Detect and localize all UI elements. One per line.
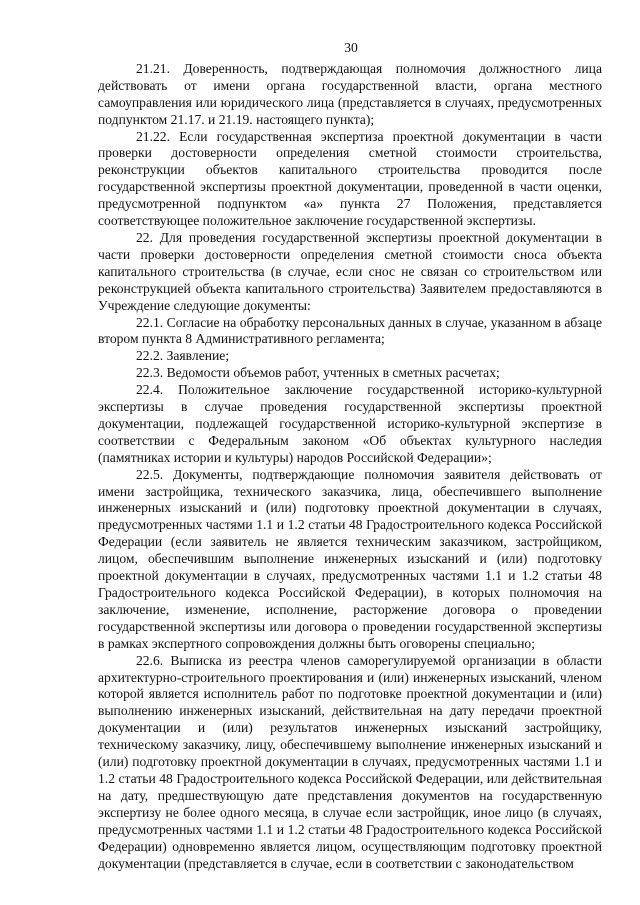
paragraph-22: 22. Для проведения государственной экспертизы проектной документации в части проверки достоверности определения сметной стоимости сноса объекта капитального строительства (в случае, если снос не связан со строительством или реконструкцией объекта капитального строительства) Заявителем предоставляются в Учреждение следующие документы: xyxy=(98,229,602,313)
document-page xyxy=(98,40,602,872)
paragraph-21-22: 21.22. Если государственная экспертиза проектной документации в части проверки достоверности определения сметной стоимости строительства, реконструкции объектов капитального строительства проводится после государственной экспертизы проектной документации, проведенной в части оценки, предусмотренной подпунктом «а» пункта 27 Положения, представляется соответствующее положительное заключение государственной экспертизы. xyxy=(98,128,602,229)
paragraph-21-21: 21.21. Доверенность, подтверждающая полномочия должностного лица действовать от имени органа государственной власти, органа местного самоуправления или юридического лица (представляется в случаях, предусмотренных подпунктом 21.17. и 21.19. настоящего пункта); xyxy=(98,60,602,127)
paragraph-22-4: 22.4. Положительное заключение государственной историко-культурной экспертизы в случае проведения государственной экспертизы проектной документации, подлежащей государственной историко-культурной экспертизе в соответствии с Федеральным законом «Об объектах культурного наследия (памятниках истории и культуры) народов Российской Федерации»; xyxy=(98,382,602,465)
paragraph-22-2: 22.2. Заявление; xyxy=(136,348,230,364)
paragraph-22-1: 22.1. Согласие на обработку персональных данных в случае, указанном в абзаце втором пункта 8 Административного регламента; xyxy=(98,314,602,347)
paragraph-22-5: 22.5. Документы, подтверждающие полномочия заявителя действовать от имени застройщика, технического заказчика, лица, обеспечившего выполнение инженерных изысканий и (или) подготовку проектной документации в случаях, предусмотренных частями 1.1 и 1.2 статьи 48 Градостроительного кодекса Российской Федерации (если заявитель не является техническим заказчиком, застройщиком, лицом, обеспечившим выполнение инженерных изысканий и (или) подготовку проектной документации в случаях, предусмотренных частями 1.1 и 1.2 статьи 48 Градостроительного кодекса Российской Федерации), в которых полномочия на заключение, изменение, исполнение, расторжение договора о проведении государственной экспертизы или договора о проведении государственной экспертизы в рамках экспертного сопровождения должны быть оговорены специально; xyxy=(98,466,602,651)
page-number: 30 xyxy=(344,40,358,55)
paragraph-22-6: 22.6. Выписка из реестра членов саморегулируемой организации в области архитектурно-строительного проектирования и (или) инженерных изысканий, членом которой является исполнитель работ по подготовке проектной документации и (или) выполнению инженерных изысканий, действительная на дату передачи проектной документации и (или) результатов инженерных изысканий застройщику, техническому заказчику, лицу, обеспечившему выполнение инженерных изысканий и (или) подготовку проектной документации в случаях, предусмотренных частями 1.1 и 1.2 статьи 48 Градостроительного кодекса Российской Федерации, или действительная на дату, предшествующую дате представления документов на государственную экспертизу не более одного месяца, в случае если застройщик, иное лицо (в случаях, предусмотренных частями 1.1 и 1.2 статьи 48 Градостроительного кодекса Российской Федерации) одновременно является лицом, осуществляющим подготовку проектной документации (представляется в случае, если в соответствии с законодательством xyxy=(98,652,602,871)
paragraph-22-3: 22.3. Ведомости объемов работ, учтенных в сметных расчетах; xyxy=(136,365,500,381)
